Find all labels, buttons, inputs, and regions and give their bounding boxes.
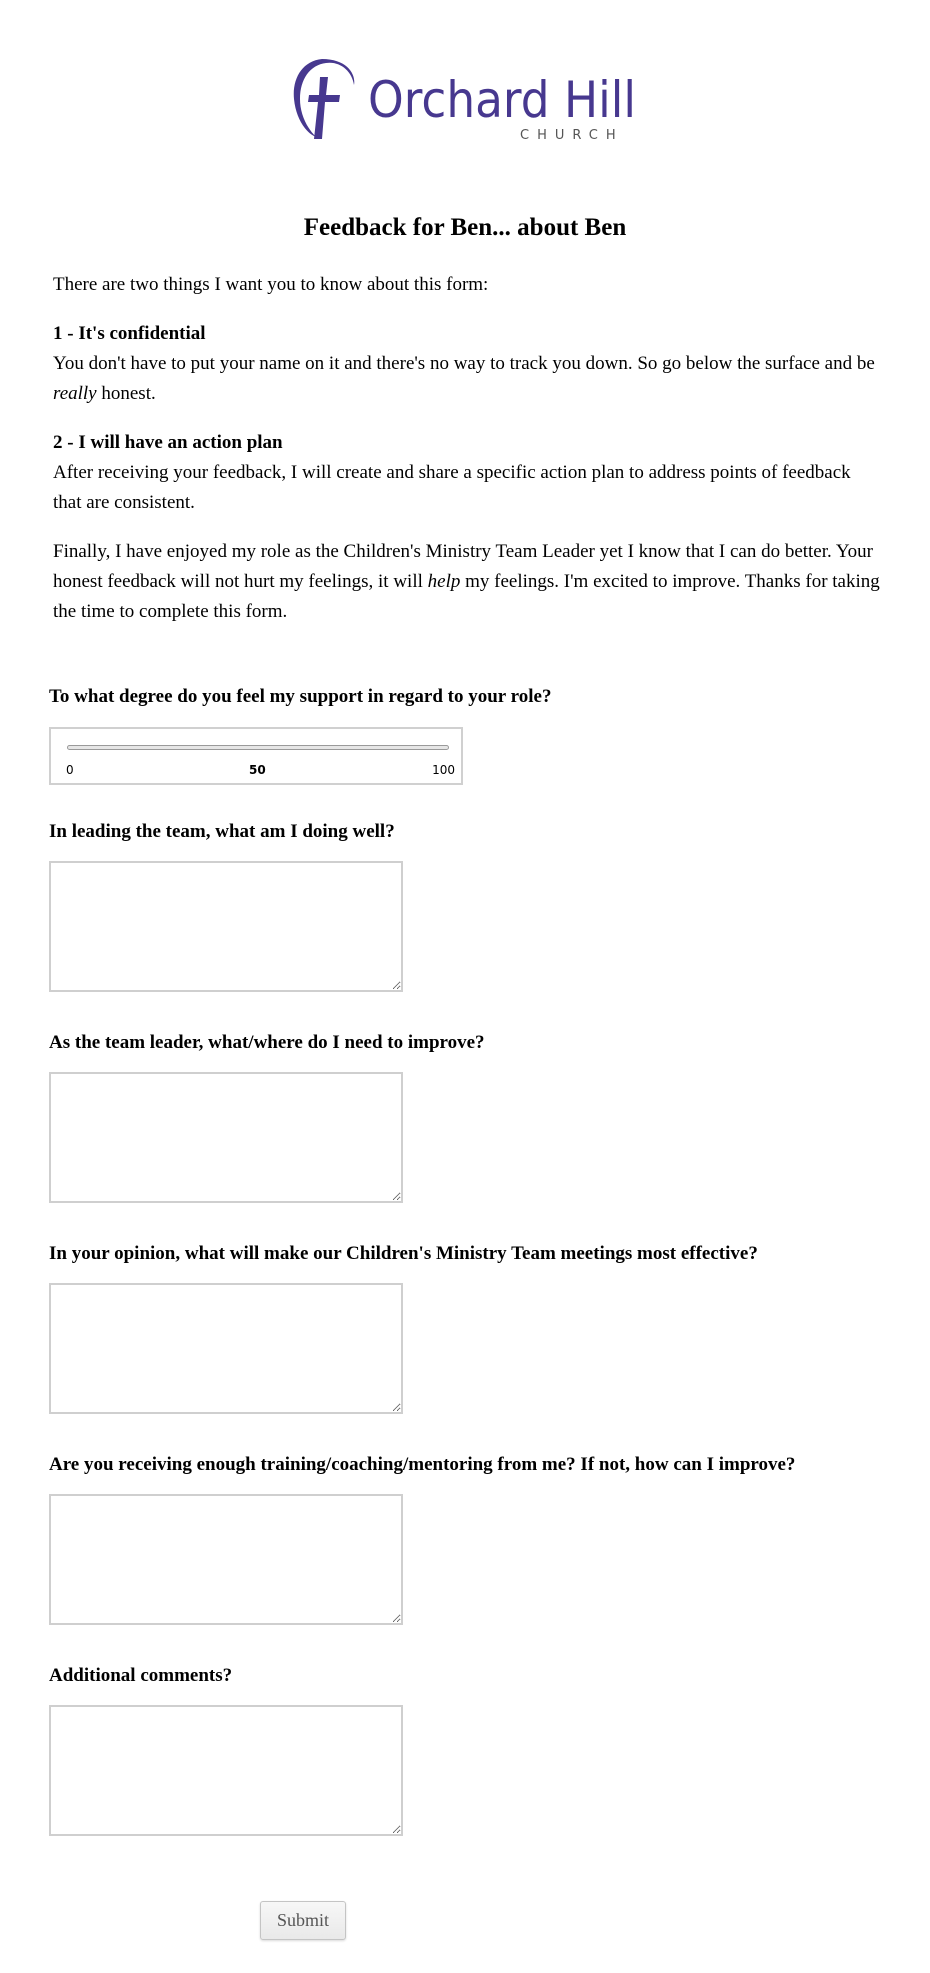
comments-textarea[interactable] bbox=[49, 1705, 403, 1836]
point2-text: After receiving your feedback, I will create and share a specific action plan to address points of feedback that are consistent. bbox=[53, 462, 851, 513]
doing-well-question-label: In leading the team, what am I doing well? bbox=[49, 821, 395, 842]
improve-question-label: As the team leader, what/where do I need to improve? bbox=[49, 1032, 485, 1053]
training-textarea[interactable] bbox=[49, 1494, 403, 1625]
submit-button[interactable]: Submit bbox=[260, 1901, 346, 1940]
slider-mid-label: 50 bbox=[249, 763, 266, 777]
support-question-label: To what degree do you feel my support in regard to your role? bbox=[49, 686, 552, 707]
point2-heading: 2 - I will have an action plan bbox=[53, 432, 283, 453]
cross-emblem-icon bbox=[294, 59, 355, 139]
improve-textarea[interactable] bbox=[49, 1072, 403, 1203]
slider-max-label: 100 bbox=[432, 763, 455, 777]
church-logo bbox=[288, 55, 638, 145]
doing-well-textarea[interactable] bbox=[49, 861, 403, 992]
slider-min-label: 0 bbox=[66, 763, 74, 777]
meetings-question-label: In your opinion, what will make our Children's Ministry Team meetings most effective? bbox=[49, 1243, 758, 1264]
point1-heading: 1 - It's confidential bbox=[53, 323, 206, 344]
slider-track[interactable] bbox=[67, 745, 449, 750]
form-title: Feedback for Ben... about Ben bbox=[303, 214, 627, 241]
intro-lead: There are two things I want you to know about this form: bbox=[53, 274, 489, 295]
point1-text: You don't have to put your name on it and there's no way to track you down. So go below the surface and be really honest. bbox=[53, 353, 875, 404]
support-slider[interactable] bbox=[49, 727, 463, 785]
brand-name: Orchard Hill bbox=[368, 71, 636, 129]
intro-text bbox=[53, 270, 883, 627]
comments-question-label: Additional comments? bbox=[49, 1665, 233, 1686]
meetings-textarea[interactable] bbox=[49, 1283, 403, 1414]
training-question-label: Are you receiving enough training/coaching/mentoring from me? If not, how can I improve? bbox=[49, 1454, 796, 1475]
brand-sub: CHURCH bbox=[520, 128, 624, 143]
closing-text: Finally, I have enjoyed my role as the Children's Ministry Team Leader yet I know that I can do better. Your honest feedback will not hurt my feelings, it will help my feelings. I'm excited to improve. Thanks for taking the time to complete this form. bbox=[53, 541, 880, 622]
